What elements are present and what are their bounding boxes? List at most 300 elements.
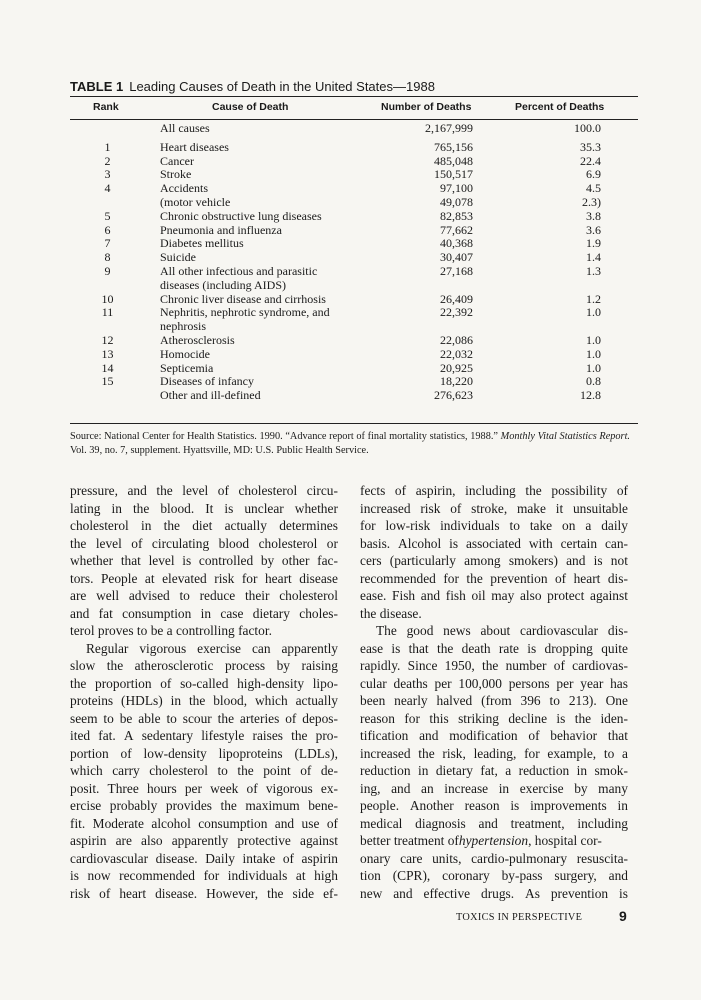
word: of bbox=[300, 763, 312, 778]
word: high bbox=[314, 868, 338, 883]
word: of bbox=[282, 850, 294, 866]
word: Three bbox=[107, 780, 139, 796]
word: cers bbox=[360, 553, 382, 568]
word: quite bbox=[601, 640, 628, 656]
word: is bbox=[224, 500, 234, 516]
word: elevated bbox=[162, 570, 207, 586]
word: death bbox=[461, 640, 491, 656]
text-line bbox=[70, 535, 338, 553]
word: a bbox=[505, 763, 512, 778]
word: advised bbox=[128, 588, 170, 603]
word: in bbox=[617, 798, 628, 813]
word: striking bbox=[458, 710, 499, 726]
word: raising bbox=[301, 658, 338, 673]
word: at bbox=[144, 570, 155, 586]
word: cholesterol bbox=[149, 763, 208, 778]
word: diet bbox=[192, 518, 213, 533]
number-cell: 26,409 bbox=[440, 291, 473, 306]
word: dietary bbox=[252, 605, 290, 621]
word: coronary bbox=[442, 868, 490, 883]
word: this bbox=[429, 710, 449, 726]
text-line bbox=[70, 762, 338, 780]
word: carry bbox=[112, 763, 140, 778]
word: scour bbox=[182, 710, 212, 726]
text-line bbox=[70, 500, 338, 518]
word: whether bbox=[294, 500, 338, 516]
rank-cell: 11 bbox=[101, 305, 114, 320]
word: treatment, bbox=[510, 815, 565, 831]
word: sedentary bbox=[141, 728, 194, 743]
table-row bbox=[70, 224, 638, 238]
word: and bbox=[478, 815, 498, 831]
word: low-risk bbox=[385, 518, 431, 533]
word: which bbox=[254, 693, 288, 708]
word: reduce bbox=[199, 588, 236, 603]
text-line bbox=[70, 640, 338, 658]
word: is bbox=[391, 640, 401, 656]
percent-cell: 2.3) bbox=[582, 194, 601, 209]
text-line bbox=[360, 517, 628, 535]
word: cardiovascular bbox=[520, 623, 599, 638]
text-line bbox=[360, 552, 628, 570]
word: recommended bbox=[360, 570, 436, 586]
word: tion bbox=[360, 868, 381, 883]
percent-cell: 0.8 bbox=[586, 374, 601, 389]
word: an bbox=[421, 780, 434, 796]
text-line bbox=[360, 815, 628, 833]
rank-cell: 13 bbox=[101, 346, 114, 361]
word: Daily bbox=[205, 850, 235, 866]
cause-cell: Homocide bbox=[160, 346, 210, 361]
table-row bbox=[70, 306, 638, 334]
cause-cell: (motor vehicle bbox=[160, 194, 231, 209]
text-line bbox=[70, 797, 338, 815]
word: increased bbox=[360, 745, 411, 761]
percent-cell: 100.0 bbox=[574, 121, 601, 135]
text-line bbox=[360, 657, 628, 675]
word: People bbox=[100, 570, 138, 586]
word: per bbox=[434, 675, 452, 691]
word: in bbox=[111, 500, 122, 516]
word: about bbox=[480, 623, 511, 638]
text-line bbox=[70, 517, 338, 535]
table-caption-label: TABLE 1 bbox=[70, 79, 124, 94]
word: the bbox=[217, 710, 235, 726]
word: 396 bbox=[520, 693, 541, 708]
cause-cell: Chronic liver disease and cirrhosis bbox=[160, 291, 326, 306]
text-line bbox=[70, 657, 338, 675]
number-cell: 22,392 bbox=[440, 305, 473, 320]
text-line bbox=[360, 867, 628, 885]
cause-cell: Septicemia bbox=[160, 360, 214, 375]
cause-cell: Suicide bbox=[160, 250, 196, 265]
word: deaths bbox=[393, 675, 428, 691]
number-cell: 27,168 bbox=[440, 263, 473, 278]
percent-cell: 1.2 bbox=[586, 291, 601, 306]
word: alcohol bbox=[151, 815, 191, 831]
word: increase bbox=[444, 780, 489, 796]
word: to bbox=[179, 588, 190, 603]
word: depos- bbox=[302, 710, 338, 726]
percent-cell: 6.9 bbox=[586, 167, 601, 182]
word: are bbox=[115, 833, 132, 848]
word: ease. bbox=[360, 588, 387, 603]
word: oil bbox=[471, 588, 486, 603]
word: level bbox=[182, 483, 209, 498]
word: behavior bbox=[550, 728, 598, 743]
text-line bbox=[70, 552, 338, 570]
percent-cell: 12.8 bbox=[580, 388, 601, 403]
word: the bbox=[156, 483, 173, 498]
table-row bbox=[70, 251, 638, 265]
word: ef- bbox=[323, 885, 338, 901]
text-line bbox=[360, 605, 628, 623]
text-line bbox=[360, 850, 628, 868]
word: in bbox=[170, 693, 182, 708]
text-line bbox=[70, 622, 338, 640]
word: the bbox=[132, 500, 150, 516]
word: intake bbox=[242, 850, 276, 866]
word: is bbox=[510, 798, 520, 813]
word: of bbox=[217, 483, 229, 498]
word: with bbox=[528, 535, 553, 551]
column-header-cause: Cause of Death bbox=[212, 101, 289, 113]
rank-cell: 3 bbox=[104, 167, 111, 182]
word: reason bbox=[360, 710, 395, 726]
percent-cell: 22.4 bbox=[580, 153, 601, 168]
word: units, bbox=[432, 850, 462, 866]
word: people. bbox=[360, 798, 400, 813]
cause-cell: Chronic obstructive lung diseases bbox=[160, 208, 322, 223]
table-caption bbox=[70, 79, 650, 95]
word: medical bbox=[360, 815, 403, 831]
word: It bbox=[205, 500, 214, 516]
text-line bbox=[360, 675, 628, 693]
word: individuals bbox=[440, 518, 500, 533]
word: of bbox=[99, 885, 111, 901]
word: of bbox=[528, 728, 540, 743]
word: reduction bbox=[360, 763, 411, 778]
word: cholesterol bbox=[70, 518, 129, 533]
number-cell: 97,100 bbox=[440, 181, 473, 196]
word: diagnosis bbox=[415, 815, 466, 831]
word: to bbox=[217, 763, 228, 778]
word: cardiovas- bbox=[572, 658, 628, 673]
word: also bbox=[141, 833, 163, 848]
word: process bbox=[224, 658, 266, 673]
word: (LDLs), bbox=[294, 745, 338, 761]
word: ing, bbox=[360, 780, 381, 796]
word: proportion bbox=[95, 675, 152, 691]
text-line bbox=[360, 780, 628, 798]
text-line bbox=[360, 622, 628, 640]
word: circulating bbox=[151, 535, 210, 551]
word: apparently bbox=[281, 640, 338, 656]
word: in bbox=[140, 518, 152, 533]
word: 213). bbox=[568, 693, 597, 708]
word: ercise bbox=[70, 798, 102, 813]
word: at bbox=[295, 868, 306, 883]
table-row bbox=[70, 334, 638, 348]
word: drugs. bbox=[481, 885, 515, 901]
word: effective bbox=[423, 885, 471, 901]
column-header-number: Number of Deaths bbox=[381, 101, 472, 113]
word: actually bbox=[295, 693, 338, 708]
number-cell: 49,078 bbox=[440, 194, 473, 209]
rank-cell: 2 bbox=[104, 153, 111, 168]
word: by-pass bbox=[501, 868, 543, 883]
body-column-right bbox=[360, 482, 628, 902]
word: is bbox=[593, 553, 603, 568]
word: for bbox=[524, 745, 540, 761]
word: de- bbox=[320, 763, 338, 778]
number-cell: 276,623 bbox=[434, 388, 473, 403]
word: is bbox=[527, 640, 537, 656]
word: Since bbox=[407, 658, 438, 673]
word: also bbox=[519, 588, 542, 603]
word: for bbox=[443, 570, 459, 586]
word: side bbox=[292, 885, 315, 901]
word: pro- bbox=[315, 728, 338, 743]
word: high-density bbox=[237, 675, 305, 691]
word: determines bbox=[279, 518, 338, 533]
word: prevention bbox=[490, 570, 548, 586]
table-body bbox=[70, 122, 638, 403]
word: and bbox=[393, 885, 413, 901]
word: against bbox=[300, 833, 338, 848]
word: ex- bbox=[320, 780, 338, 796]
word: tors. bbox=[70, 570, 94, 586]
cause-cell: Stroke bbox=[160, 167, 192, 182]
cause-cell: Heart diseases bbox=[160, 139, 229, 154]
word: arteries bbox=[239, 710, 280, 726]
percent-cell: 35.3 bbox=[580, 139, 601, 154]
word: smokers) bbox=[508, 553, 558, 568]
word: the bbox=[163, 518, 180, 533]
source-tail: Vol. 39, no. 7, supplement. Hyattsville, MD: U.S. Public Health Service. bbox=[70, 444, 369, 456]
word: to bbox=[603, 745, 615, 761]
word: the bbox=[70, 535, 87, 551]
word: dis- bbox=[607, 570, 628, 586]
word: exercise bbox=[519, 780, 564, 796]
number-cell: 765,156 bbox=[434, 139, 473, 154]
word: daily bbox=[601, 518, 628, 533]
rank-cell: 4 bbox=[104, 181, 111, 196]
word: the bbox=[291, 728, 308, 743]
number-cell: 2,167,999 bbox=[425, 121, 473, 135]
word: circu- bbox=[306, 483, 338, 498]
word: many bbox=[598, 780, 628, 796]
word: fat bbox=[98, 605, 113, 621]
word: One bbox=[605, 693, 628, 708]
word: the bbox=[482, 658, 499, 673]
word: leading, bbox=[473, 745, 517, 761]
text-line bbox=[360, 745, 628, 763]
word: of bbox=[616, 483, 628, 498]
table-row bbox=[70, 362, 638, 376]
word: among bbox=[464, 553, 501, 568]
word: point bbox=[263, 763, 291, 778]
rank-cell: 1 bbox=[104, 139, 111, 154]
text-line bbox=[360, 710, 628, 728]
word: to bbox=[509, 518, 520, 533]
word: of bbox=[246, 780, 258, 796]
word: example, bbox=[547, 745, 597, 761]
word: cholesterol bbox=[279, 588, 338, 603]
text-line bbox=[360, 832, 628, 850]
number-cell: 82,853 bbox=[440, 208, 473, 223]
text-line bbox=[70, 885, 338, 903]
word: heart bbox=[119, 885, 147, 901]
word: and bbox=[70, 605, 90, 621]
table-row bbox=[70, 293, 638, 307]
table-bottom-rule bbox=[70, 423, 638, 424]
word: the bbox=[70, 675, 87, 691]
word: by bbox=[276, 658, 290, 673]
number-cell: 22,032 bbox=[440, 346, 473, 361]
word: week bbox=[210, 780, 239, 796]
word: low-density bbox=[143, 745, 207, 761]
word: of bbox=[394, 483, 407, 498]
text-line bbox=[360, 797, 628, 815]
cause-cell: Other and ill-defined bbox=[160, 388, 261, 403]
word: lating bbox=[70, 500, 101, 516]
word: case bbox=[220, 605, 244, 621]
word: aspirin bbox=[70, 833, 107, 848]
percent-cell: 4.5 bbox=[586, 181, 601, 196]
word: recommended bbox=[119, 868, 196, 883]
percent-cell: 1.0 bbox=[586, 360, 601, 375]
text-line bbox=[70, 482, 338, 500]
text-line bbox=[70, 780, 338, 798]
text-line bbox=[70, 850, 338, 868]
word: and bbox=[420, 588, 441, 603]
word: of bbox=[120, 745, 132, 761]
word: aspirin bbox=[301, 850, 338, 866]
column-header-percent: Percent of Deaths bbox=[515, 101, 605, 113]
word: their bbox=[244, 588, 270, 603]
word: of bbox=[285, 710, 297, 726]
word: unclear bbox=[244, 500, 284, 516]
text-line bbox=[360, 535, 628, 553]
word: can bbox=[251, 640, 271, 656]
text-line bbox=[360, 570, 628, 588]
word: not bbox=[610, 553, 628, 568]
word: is bbox=[619, 885, 628, 901]
word: dietary bbox=[435, 763, 473, 778]
word: fit. bbox=[70, 815, 86, 831]
word: fish bbox=[445, 588, 466, 603]
word: has bbox=[610, 675, 628, 691]
cause-cell: Pneumonia and influenza bbox=[160, 222, 282, 237]
text-line bbox=[70, 587, 338, 605]
word: aspirin, bbox=[415, 483, 456, 498]
word: (HDLs) bbox=[121, 693, 163, 708]
word: of bbox=[160, 675, 172, 691]
cause-cell: Accidents bbox=[160, 181, 208, 196]
word: onary bbox=[360, 850, 391, 866]
percent-cell: 1.4 bbox=[586, 250, 601, 265]
word: including bbox=[577, 815, 628, 831]
table-source-note bbox=[70, 430, 630, 457]
word: risk bbox=[70, 885, 91, 901]
word: nearly bbox=[394, 693, 428, 708]
word: fat, bbox=[480, 763, 498, 778]
word: certain bbox=[560, 535, 598, 551]
word: may bbox=[491, 588, 515, 603]
word: A bbox=[123, 728, 134, 743]
rank-cell: 6 bbox=[104, 222, 111, 237]
table-row bbox=[70, 265, 638, 293]
right-column-part-b bbox=[360, 850, 628, 903]
word: level bbox=[95, 535, 122, 551]
word: for bbox=[360, 518, 376, 533]
word: and bbox=[391, 780, 411, 796]
word: probably bbox=[109, 798, 158, 813]
word: fat. bbox=[98, 728, 116, 743]
word: blood, bbox=[213, 693, 248, 708]
word: and bbox=[608, 868, 628, 883]
word: (CPR), bbox=[392, 868, 431, 883]
number-cell: 40,368 bbox=[440, 236, 473, 251]
word: cular bbox=[360, 675, 387, 691]
word: the bbox=[106, 658, 124, 673]
word: that bbox=[607, 728, 628, 743]
percent-cell: 1.0 bbox=[586, 346, 601, 361]
word: whether bbox=[70, 553, 114, 568]
source-journal: Monthly Vital Statistics Report. bbox=[500, 431, 630, 442]
text-line-content: the disease. bbox=[360, 605, 422, 621]
word: improvements bbox=[530, 798, 607, 813]
word: and bbox=[566, 553, 586, 568]
percent-cell: 1.0 bbox=[586, 332, 601, 347]
word: disease bbox=[299, 570, 338, 586]
word: is bbox=[70, 868, 79, 883]
text-fragment: better treatment of bbox=[360, 833, 459, 848]
word: the bbox=[466, 570, 483, 586]
word: and bbox=[274, 815, 295, 831]
table-row bbox=[70, 210, 638, 224]
word: of bbox=[553, 658, 565, 673]
word: disease. bbox=[155, 850, 198, 866]
word: fects bbox=[360, 483, 386, 498]
word: provides bbox=[165, 798, 212, 813]
word: against bbox=[590, 588, 628, 603]
word: in bbox=[576, 763, 588, 778]
word: 100,000 bbox=[458, 675, 502, 691]
word: slow bbox=[70, 658, 96, 673]
word: tification bbox=[360, 728, 409, 743]
text-line bbox=[70, 692, 338, 710]
word: rapidly. bbox=[360, 658, 401, 673]
word: modification bbox=[449, 728, 518, 743]
word: 1950, bbox=[444, 658, 475, 673]
word: ease bbox=[360, 640, 384, 656]
word: it bbox=[555, 500, 564, 516]
word: lipoproteins bbox=[218, 745, 283, 761]
rank-cell: 12 bbox=[101, 332, 114, 347]
word: atherosclerotic bbox=[134, 658, 214, 673]
word: is bbox=[182, 553, 192, 568]
word: stroke, bbox=[471, 500, 508, 516]
rank-cell: 5 bbox=[104, 208, 111, 223]
word: controlled bbox=[198, 553, 254, 568]
word: the bbox=[525, 483, 542, 498]
word: persons bbox=[508, 675, 550, 691]
word: Alcohol bbox=[398, 535, 442, 551]
word: of bbox=[326, 815, 338, 831]
word: unsuitable bbox=[572, 500, 628, 516]
